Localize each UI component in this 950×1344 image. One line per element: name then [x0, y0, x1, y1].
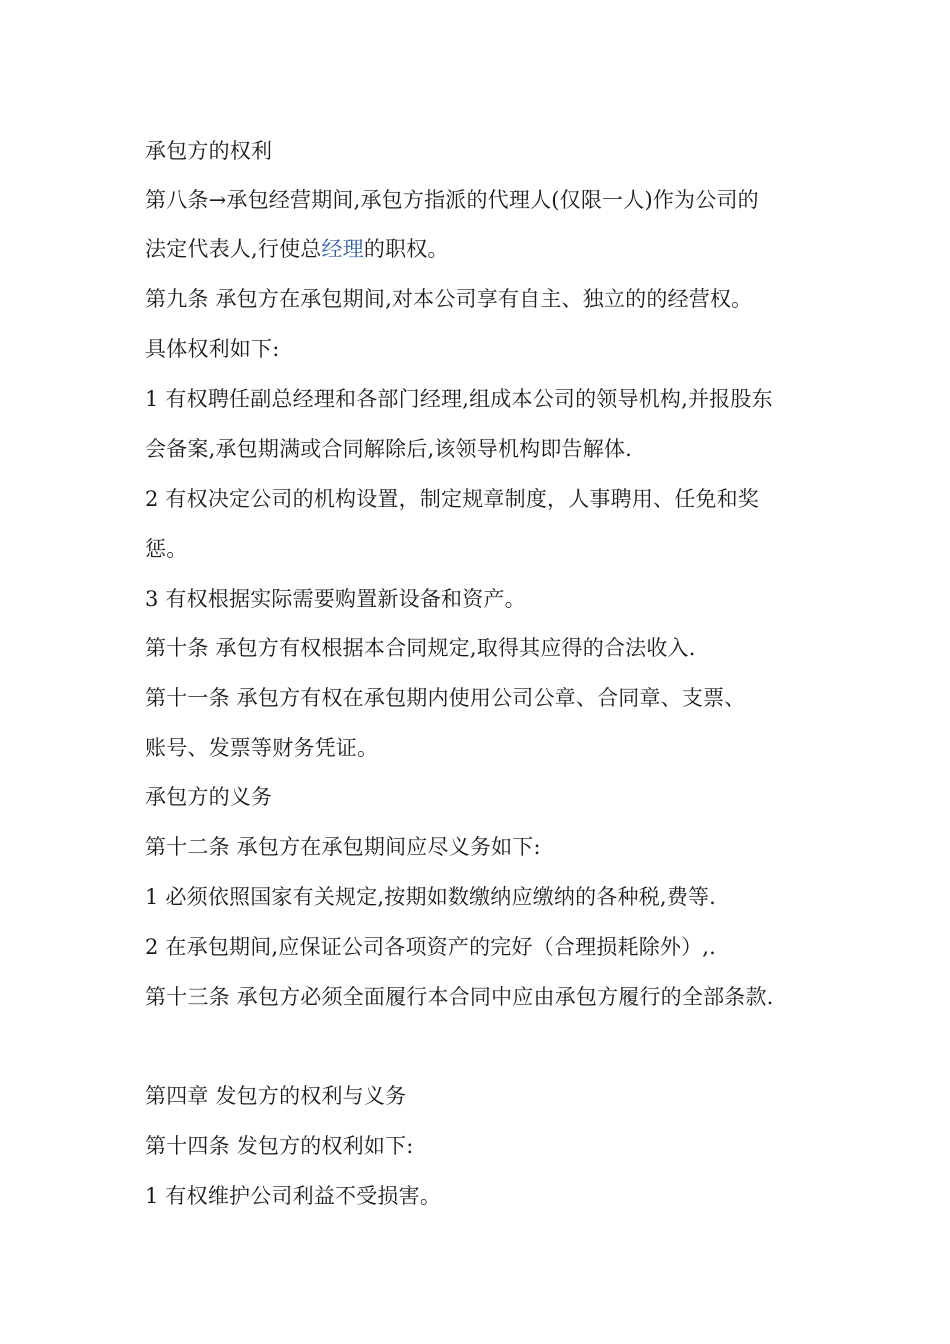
article-11-line-2: 账号、发票等财务凭证。	[145, 736, 379, 760]
article-13: 第十三条 承包方必须全面履行本合同中应由承包方履行的全部条款.	[145, 985, 774, 1009]
duty-1: 1 必须依照国家有关规定,按期如数缴纳应缴纳的各种税,费等.	[145, 885, 717, 909]
rights-intro: 具体权利如下:	[145, 337, 280, 361]
article-8-line-2	[145, 234, 449, 264]
article-10: 第十条 承包方有权根据本合同规定,取得其应得的合法收入.	[145, 636, 696, 660]
section-heading-contractor-duties: 承包方的义务	[145, 785, 273, 809]
right-1-line-2: 会备案,承包期满或合同解除后,该领导机构即告解体.	[145, 437, 633, 461]
article-11-line-1: 第十一条 承包方有权在承包期内使用公司公章、合同章、支票、	[145, 686, 746, 710]
right-2-line-1: 2 有权决定公司的机构设置，制定规章制度，人事聘用、任免和奖	[145, 487, 760, 511]
article-9: 第九条 承包方在承包期间,对本公司享有自主、独立的的经营权。	[145, 287, 753, 311]
article-8-line-2-tail: 的职权。	[363, 237, 449, 261]
right-3: 3 有权根据实际需要购置新设备和资产。	[145, 587, 526, 611]
right-2-line-2: 惩。	[145, 537, 188, 561]
chapter-4-heading: 第四章 发包方的权利与义务	[145, 1084, 407, 1108]
employer-right-1: 1 有权维护公司利益不受损害。	[145, 1184, 442, 1208]
manager-link[interactable]: 经理	[321, 237, 364, 261]
article-8-line-2-text: 法定代表人,行使总	[145, 237, 322, 261]
duty-2: 2 在承包期间,应保证公司各项资产的完好（合理损耗除外）,.	[145, 935, 717, 959]
right-1-line-1: 1 有权聘任副总经理和各部门经理,组成本公司的领导机构,并报股东	[145, 387, 773, 411]
article-12: 第十二条 承包方在承包期间应尽义务如下:	[145, 835, 541, 859]
article-14: 第十四条 发包方的权利如下:	[145, 1134, 414, 1158]
section-heading-contractor-rights: 承包方的权利	[145, 139, 273, 163]
article-8-line-1: 第八条→承包经营期间,承包方指派的代理人(仅限一人)作为公司的	[145, 188, 759, 212]
